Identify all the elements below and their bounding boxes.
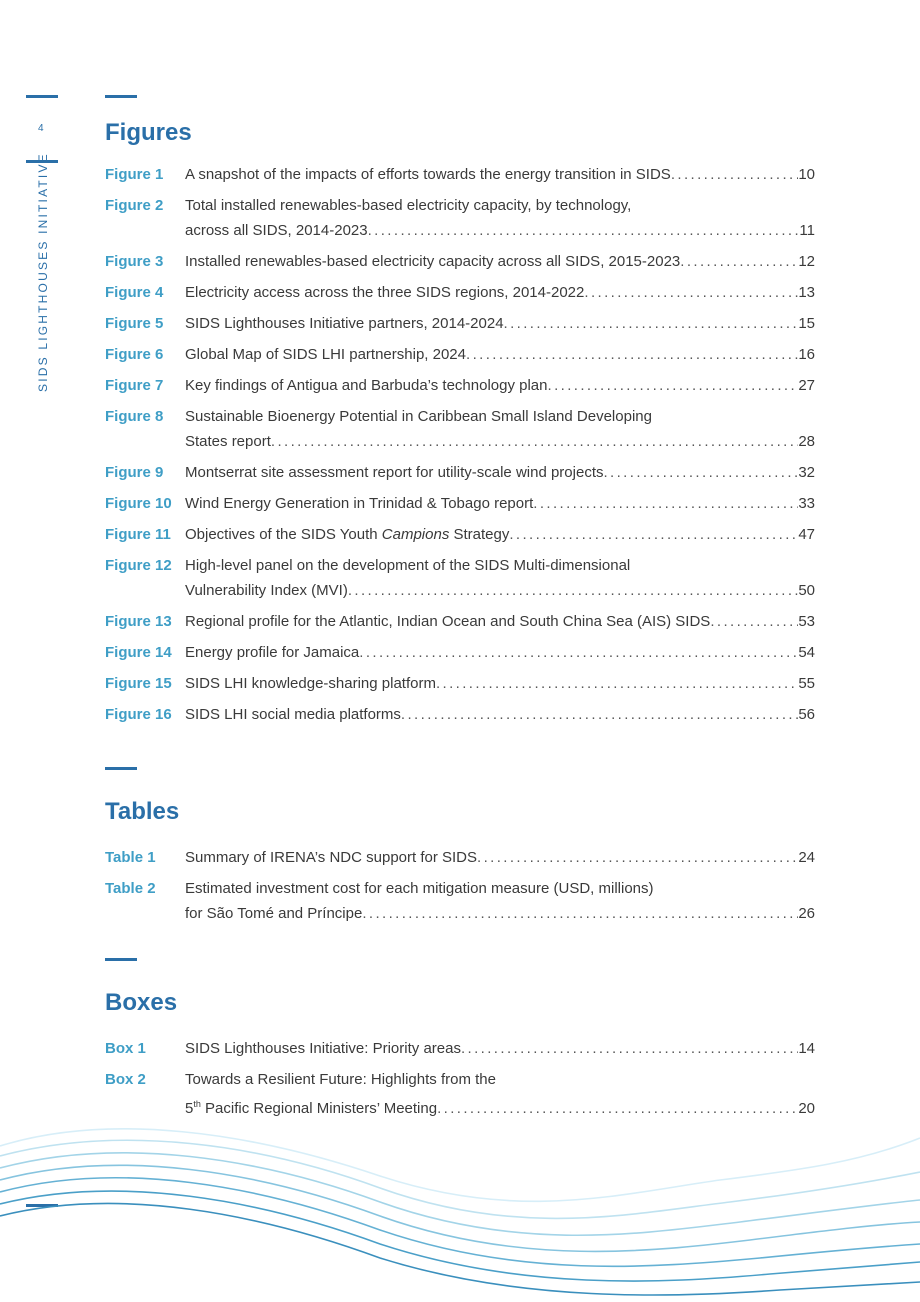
entry-title: Summary of IRENA’s NDC support for SIDS <box>185 849 478 866</box>
entry-title: A snapshot of the impacts of efforts towards the energy transition in SIDS <box>185 166 671 183</box>
toc-entry[interactable] <box>105 373 815 398</box>
toc-entry[interactable] <box>105 609 815 634</box>
toc-entry[interactable] <box>105 460 815 485</box>
toc-entry[interactable] <box>105 249 815 274</box>
toc-entry[interactable] <box>105 404 815 454</box>
entry-leader-row <box>185 1092 815 1121</box>
entry-body <box>185 876 815 926</box>
entry-leader-row <box>185 491 815 516</box>
entry-leader-row <box>185 702 815 727</box>
entry-body <box>185 280 815 305</box>
toc-entry[interactable] <box>105 671 815 696</box>
entry-label: Table 1 <box>105 849 156 866</box>
entry-title: SIDS LHI knowledge-sharing platform <box>185 675 436 692</box>
figures-list <box>105 162 815 727</box>
toc-entry[interactable] <box>105 193 815 243</box>
entry-leader-row <box>185 373 815 398</box>
entry-body <box>185 1067 815 1121</box>
toc-entry[interactable] <box>105 491 815 516</box>
entry-title: Wind Energy Generation in Trinidad & Tobago report <box>185 495 534 512</box>
boxes-section <box>105 958 815 1121</box>
entry-page-number: 11 <box>799 222 815 239</box>
entry-title: Vulnerability Index (MVI) <box>185 582 348 599</box>
entry-label: Box 1 <box>105 1040 146 1057</box>
entry-body <box>185 460 815 485</box>
entry-page-number: 56 <box>798 706 815 723</box>
entry-page-number: 20 <box>798 1100 815 1117</box>
entry-label: Figure 16 <box>105 706 172 723</box>
entry-title-line: Towards a Resilient Future: Highlights from the <box>185 1071 496 1088</box>
entry-page-number: 50 <box>798 582 815 599</box>
entry-label: Figure 6 <box>105 346 164 363</box>
entry-title-line: Sustainable Bioenergy Potential in Caribbean Small Island Developing <box>185 408 652 425</box>
entry-body <box>185 702 815 727</box>
entry-page-number: 27 <box>798 377 815 394</box>
section-heading-boxes: Boxes <box>105 989 178 1016</box>
entry-body <box>185 342 815 367</box>
toc-entry[interactable] <box>105 1036 815 1061</box>
entry-page-number: 12 <box>798 253 815 270</box>
entry-title: across all SIDS, 2014-2023 <box>185 222 368 239</box>
dot-leader <box>461 1036 798 1061</box>
entry-body <box>185 193 815 243</box>
entry-title-line: Total installed renewables-based electricity capacity, by technology, <box>185 197 632 214</box>
entry-label: Figure 10 <box>105 495 172 512</box>
entry-page-number: 32 <box>798 464 815 481</box>
dot-leader <box>504 311 799 336</box>
entry-body <box>185 609 815 634</box>
entry-body <box>185 522 815 547</box>
entry-page-number: 24 <box>798 849 815 866</box>
dot-leader <box>436 671 798 696</box>
dot-leader <box>584 280 798 305</box>
toc-entry[interactable] <box>105 311 815 336</box>
entry-title: Key findings of Antigua and Barbuda’s technology plan <box>185 377 548 394</box>
entry-body <box>185 404 815 454</box>
tables-section <box>105 767 815 926</box>
entry-leader-row <box>185 845 815 870</box>
entry-leader-row <box>185 460 815 485</box>
entry-body <box>185 845 815 870</box>
entry-title: Energy profile for Jamaica <box>185 644 360 661</box>
entry-page-number: 28 <box>798 433 815 450</box>
entry-title: Objectives of the SIDS Youth Campions Strategy <box>185 526 510 543</box>
entry-page-number: 10 <box>798 166 815 183</box>
running-section-title: SIDS LIGHTHOUSES INITIATIVE <box>36 152 50 392</box>
dot-leader <box>680 249 798 274</box>
dot-leader <box>271 429 798 454</box>
entry-page-number: 54 <box>798 644 815 661</box>
entry-title: SIDS Lighthouses Initiative partners, 2014-2024 <box>185 315 504 332</box>
toc-entry[interactable] <box>105 342 815 367</box>
toc-entry[interactable] <box>105 280 815 305</box>
entry-leader-row <box>185 578 815 603</box>
entry-title: Regional profile for the Atlantic, Indian Ocean and South China Sea (AIS) SIDS <box>185 613 711 630</box>
margin-rule-top <box>26 95 58 98</box>
entry-page-number: 47 <box>798 526 815 543</box>
entry-label: Figure 7 <box>105 377 164 394</box>
page-number: 4 <box>38 123 44 134</box>
entry-label: Figure 8 <box>105 408 164 425</box>
entry-leader-row <box>185 342 815 367</box>
entry-title: Global Map of SIDS LHI partnership, 2024 <box>185 346 466 363</box>
toc-entry[interactable] <box>105 702 815 727</box>
dot-leader <box>348 578 798 603</box>
entry-leader-row <box>185 1036 815 1061</box>
tables-list <box>105 845 815 926</box>
dot-leader <box>671 162 798 187</box>
entry-label: Box 2 <box>105 1071 146 1088</box>
entry-leader-row <box>185 249 815 274</box>
entry-leader-row <box>185 218 815 243</box>
dot-leader <box>509 522 798 547</box>
dot-leader <box>401 702 798 727</box>
entry-label: Figure 15 <box>105 675 172 692</box>
entry-body <box>185 553 815 603</box>
entry-label: Figure 11 <box>105 526 171 543</box>
entry-label: Table 2 <box>105 880 156 897</box>
section-heading-tables: Tables <box>105 798 180 825</box>
entry-title: Montserrat site assessment report for utility-scale wind projects <box>185 464 604 481</box>
entry-page-number: 53 <box>798 613 815 630</box>
boxes-list <box>105 1036 815 1121</box>
entry-leader-row <box>185 901 815 926</box>
dot-leader <box>466 342 798 367</box>
dot-leader <box>477 845 798 870</box>
toc-entry[interactable] <box>105 876 815 926</box>
toc-entry[interactable] <box>105 845 815 870</box>
entry-title: Electricity access across the three SIDS regions, 2014-2022 <box>185 284 585 301</box>
section-heading-figures: Figures <box>105 119 192 146</box>
section-rule <box>105 958 137 961</box>
dot-leader <box>710 609 798 634</box>
toc-entry[interactable] <box>105 553 815 603</box>
entry-page-number: 14 <box>798 1040 815 1057</box>
figures-section <box>105 95 815 727</box>
entry-label: Figure 9 <box>105 464 164 481</box>
decorative-waves <box>0 1118 920 1302</box>
entry-title: SIDS Lighthouses Initiative: Priority areas <box>185 1040 461 1057</box>
entry-label: Figure 14 <box>105 644 172 661</box>
entry-page-number: 26 <box>798 905 815 922</box>
section-rule <box>105 95 137 98</box>
entry-title: 5th Pacific Regional Ministers’ Meeting <box>185 1099 438 1117</box>
entry-title: for São Tomé and Príncipe <box>185 905 363 922</box>
entry-title: States report <box>185 433 271 450</box>
entry-label: Figure 12 <box>105 557 172 574</box>
entry-title-line: High-level panel on the development of the SIDS Multi-dimensional <box>185 557 631 574</box>
entry-body <box>185 162 815 187</box>
dot-leader <box>362 901 798 926</box>
entry-page-number: 15 <box>798 315 815 332</box>
entry-body <box>185 249 815 274</box>
entry-page-number: 13 <box>798 284 815 301</box>
entry-leader-row <box>185 522 815 547</box>
dot-leader <box>603 460 798 485</box>
entry-leader-row <box>185 429 815 454</box>
entry-label: Figure 5 <box>105 315 164 332</box>
entry-page-number: 33 <box>798 495 815 512</box>
entry-leader-row <box>185 609 815 634</box>
section-rule <box>105 767 137 770</box>
entry-label: Figure 13 <box>105 613 172 630</box>
entry-label: Figure 1 <box>105 166 164 183</box>
toc-entry[interactable] <box>105 1067 815 1121</box>
entry-leader-row <box>185 162 815 187</box>
entry-leader-row <box>185 671 815 696</box>
toc-entry[interactable] <box>105 640 815 665</box>
entry-body <box>185 373 815 398</box>
dot-leader <box>359 640 798 665</box>
entry-page-number: 16 <box>798 346 815 363</box>
entry-label: Figure 2 <box>105 197 164 214</box>
entry-label: Figure 4 <box>105 284 164 301</box>
entry-body <box>185 311 815 336</box>
entry-body <box>185 491 815 516</box>
entry-leader-row <box>185 280 815 305</box>
entry-page-number: 55 <box>798 675 815 692</box>
entry-leader-row <box>185 311 815 336</box>
entry-leader-row <box>185 640 815 665</box>
dot-leader <box>533 491 798 516</box>
dot-leader <box>368 218 800 243</box>
entry-body <box>185 671 815 696</box>
entry-label: Figure 3 <box>105 253 164 270</box>
entry-body <box>185 1036 815 1061</box>
entry-body <box>185 640 815 665</box>
entry-title: SIDS LHI social media platforms <box>185 706 401 723</box>
toc-entry[interactable] <box>105 522 815 547</box>
toc-entry[interactable] <box>105 162 815 187</box>
entry-title: Installed renewables-based electricity capacity across all SIDS, 2015-2023 <box>185 253 681 270</box>
entry-title-line: Estimated investment cost for each mitigation measure (USD, millions) <box>185 880 654 897</box>
dot-leader <box>548 373 799 398</box>
